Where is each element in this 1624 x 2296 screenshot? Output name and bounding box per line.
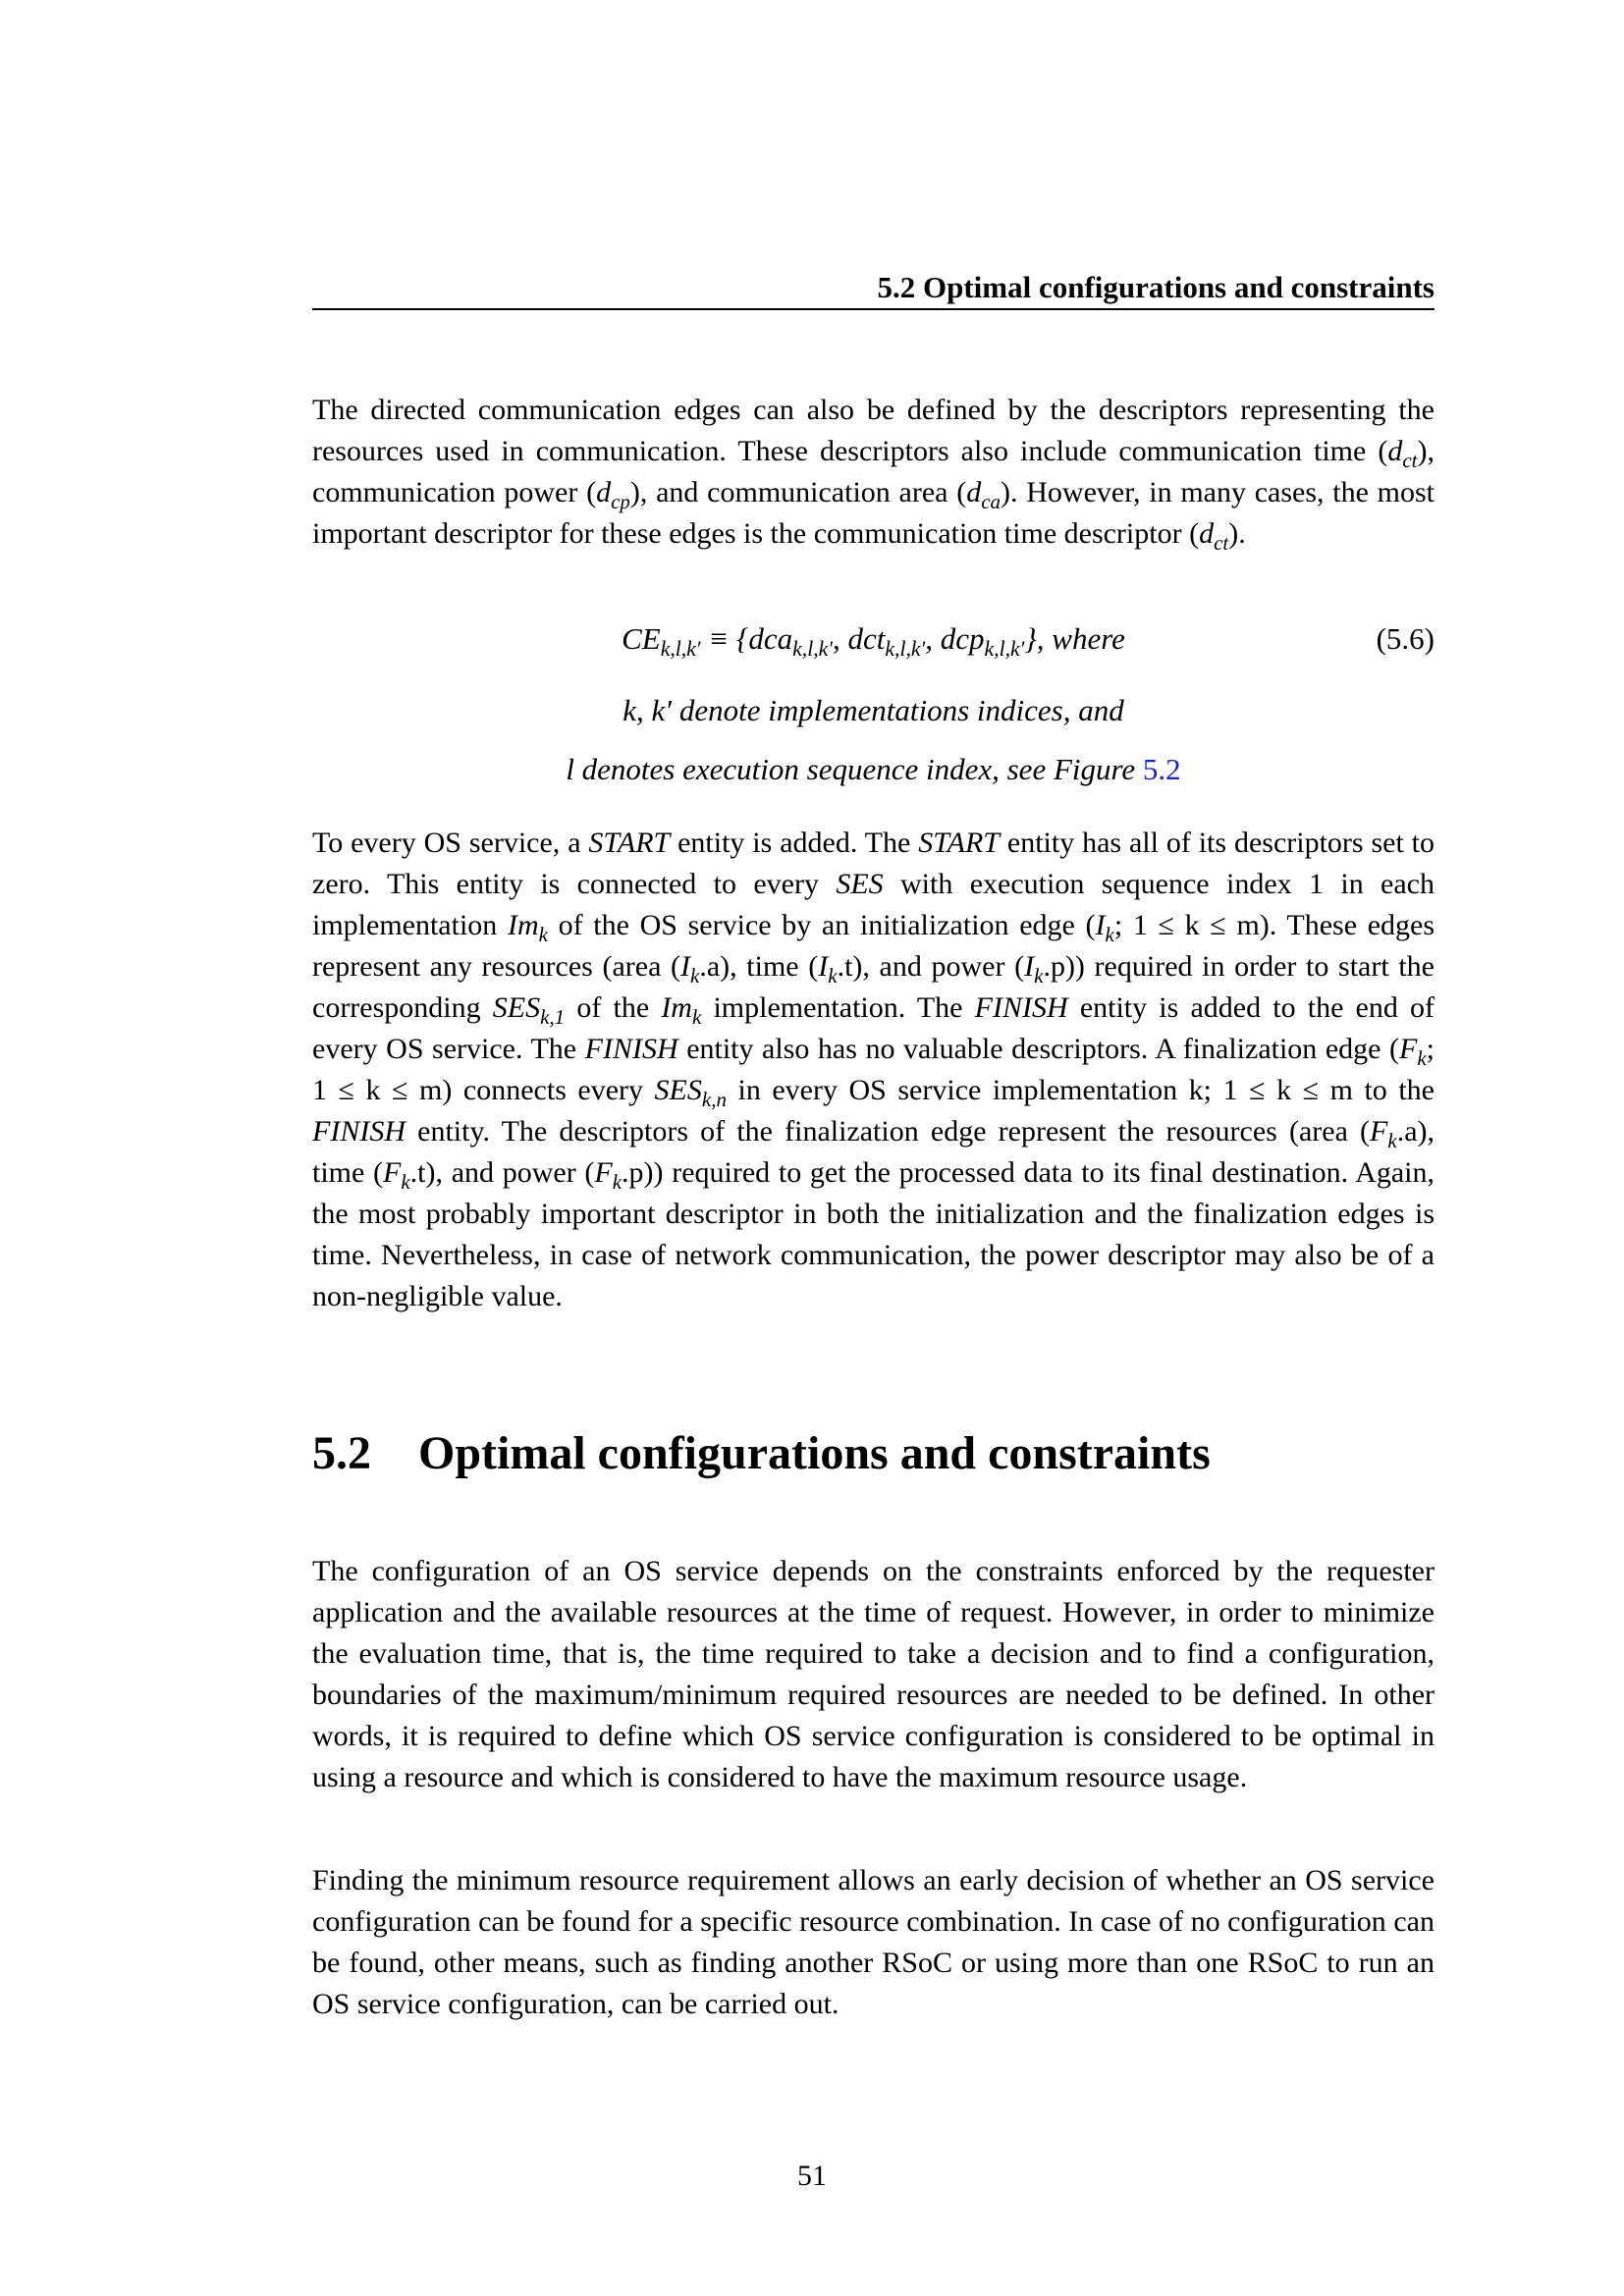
equation-number: (5.6) bbox=[1376, 621, 1435, 656]
equation-line-1 bbox=[312, 615, 1435, 663]
math-d: d bbox=[1387, 435, 1403, 467]
text-run: ), communication power ( bbox=[312, 435, 1435, 508]
text-run: with execution sequence index 1 in each implementation bbox=[312, 868, 1435, 941]
text-run: .t), and power ( bbox=[837, 950, 1025, 983]
text-run: ). bbox=[1228, 517, 1246, 550]
math-sub: ct bbox=[1214, 531, 1229, 555]
math-sub: k,l,k′ bbox=[660, 637, 701, 662]
header-rule bbox=[312, 308, 1435, 310]
paragraph-minimum-resource: Finding the minimum resource requirement allows an early decision of whether an OS service configuration can be found for a specific resource combination. In case of no configuration can be found, other means, such as finding another RSoC or using more than one RSoC to run an OS service configuration, can be carried out. bbox=[312, 1864, 1435, 2020]
math-sub: k bbox=[1387, 1129, 1397, 1152]
math-sub: k bbox=[612, 1170, 623, 1194]
math-start: START bbox=[588, 827, 671, 859]
text-run: .t), and power ( bbox=[409, 1156, 595, 1189]
math-sub: k bbox=[538, 923, 548, 946]
math-i: I bbox=[1024, 950, 1035, 983]
math-run: , dcp bbox=[925, 621, 985, 656]
math-sub: k bbox=[1034, 964, 1044, 988]
math-ses: SES bbox=[654, 1074, 702, 1106]
equation-5-6 bbox=[312, 615, 1435, 663]
text-run: entity is added to the end of every OS service. The bbox=[312, 991, 1435, 1065]
text-run: To every OS service, a bbox=[312, 827, 589, 859]
math-sub: k,n bbox=[701, 1088, 727, 1111]
math-run: }, where bbox=[1024, 621, 1125, 656]
text-run: entity is added. The bbox=[670, 827, 919, 859]
math-sub: k,1 bbox=[540, 1005, 566, 1029]
text-run: ; 1 ≤ k ≤ m). These edges represent any resources (area ( bbox=[312, 909, 1435, 983]
running-head: 5.2 Optimal configurations and constraints bbox=[877, 270, 1435, 304]
section-heading bbox=[312, 1425, 1211, 1482]
math-run: , dct bbox=[833, 621, 886, 656]
text-run: in every OS service implementation k; 1 ≤ k ≤ m to the bbox=[726, 1074, 1435, 1106]
math-run: l denotes execution sequence index, see Figure bbox=[566, 752, 1143, 786]
math-sub: cp bbox=[611, 490, 630, 513]
math-i: I bbox=[818, 950, 829, 983]
paragraph-configuration: The configuration of an OS service depends on the constraints enforced by the requester application and the available resources at the time of request. However, in order to minimize the evaluation time, that is, the time required to take a decision and to find a configuration, boundaries of the maximum/minimum required resources are needed to be defined. In other words, it is required to define which OS service configuration is considered to be optimal in using a resource and which is considered to have the maximum resource usage. bbox=[312, 1555, 1435, 1793]
math-i: I bbox=[680, 950, 691, 983]
math-run: ≡ {dca bbox=[700, 621, 793, 656]
equation-line-3 bbox=[312, 746, 1435, 793]
math-im: Im bbox=[661, 991, 692, 1024]
section-title: Optimal configurations and constraints bbox=[418, 1427, 1211, 1479]
text-run: entity has all of its descriptors set to zero. This entity is connected to every bbox=[312, 827, 1435, 900]
math-sub: k bbox=[690, 964, 700, 988]
math-ses: SES bbox=[492, 991, 541, 1024]
math-sub: k,l,k′ bbox=[984, 637, 1025, 662]
paragraph-start-finish bbox=[312, 823, 1435, 1317]
math-sub: k bbox=[828, 964, 838, 988]
math-finish: FINISH bbox=[584, 1033, 678, 1065]
text-run: The directed communication edges can also be defined by the descriptors representing the resources used in communication. These descriptors also include communication time ( bbox=[312, 394, 1435, 467]
math-ce: CE bbox=[622, 621, 661, 656]
math-f: F bbox=[1399, 1033, 1418, 1065]
section-number: 5.2 bbox=[312, 1427, 371, 1479]
equation-text: k, k′ denote implementations indices, and bbox=[623, 693, 1124, 727]
text-run: ). However, in many cases, the most important descriptor for these edges is the communication time descriptor ( bbox=[312, 476, 1435, 550]
math-sub: ca bbox=[981, 490, 1001, 513]
math-sub: k bbox=[1105, 923, 1114, 946]
figure-link[interactable]: 5.2 bbox=[1142, 752, 1181, 786]
math-ses: SES bbox=[836, 868, 884, 900]
math-finish: FINISH bbox=[312, 1115, 406, 1148]
math-im: Im bbox=[507, 909, 539, 941]
math-sub: k,l,k′ bbox=[792, 637, 834, 662]
text-run: .p)) required to get the processed data to its final destination. Again, the most probably important descriptor in both the initialization and the finalization edges is time. Nevertheless, in case of network communication, the power descriptor may also be of a non-negligible value. bbox=[312, 1156, 1435, 1312]
text-run: of the OS service by an initialization edge ( bbox=[547, 909, 1096, 941]
math-d: d bbox=[1199, 517, 1215, 550]
math-d: d bbox=[596, 476, 612, 508]
equation-line-2 bbox=[312, 687, 1435, 734]
text-run: entity. The descriptors of the finalization edge represent the resources (area ( bbox=[405, 1115, 1371, 1148]
paragraph-communication-edges bbox=[312, 390, 1435, 555]
math-start: START bbox=[918, 827, 1000, 859]
math-f: F bbox=[383, 1156, 402, 1189]
math-sub: k bbox=[1417, 1046, 1427, 1070]
math-f: F bbox=[594, 1156, 613, 1189]
text-run: ; 1 ≤ k ≤ m) connects every bbox=[312, 1033, 1435, 1106]
math-sub: k bbox=[691, 1005, 702, 1029]
text-run: .p)) required in order to start the corresponding bbox=[312, 950, 1435, 1024]
math-d: d bbox=[966, 476, 982, 508]
text-run: .a), time ( bbox=[312, 1115, 1435, 1189]
math-f: F bbox=[1370, 1115, 1388, 1148]
text-run: implementation. The bbox=[701, 991, 975, 1024]
text-run: of the bbox=[565, 991, 662, 1024]
page-number: 51 bbox=[797, 2160, 827, 2192]
math-i: I bbox=[1095, 909, 1106, 941]
text-run: .a), time ( bbox=[699, 950, 819, 983]
math-sub: ct bbox=[1402, 449, 1418, 472]
math-sub: k bbox=[401, 1170, 410, 1194]
equation-text bbox=[312, 746, 1435, 793]
text-run: entity also has no valuable descriptors. A finalization edge ( bbox=[677, 1033, 1399, 1065]
math-finish: FINISH bbox=[974, 991, 1068, 1024]
math-sub: k,l,k′ bbox=[885, 637, 926, 662]
text-run: ), and communication area ( bbox=[629, 476, 967, 508]
